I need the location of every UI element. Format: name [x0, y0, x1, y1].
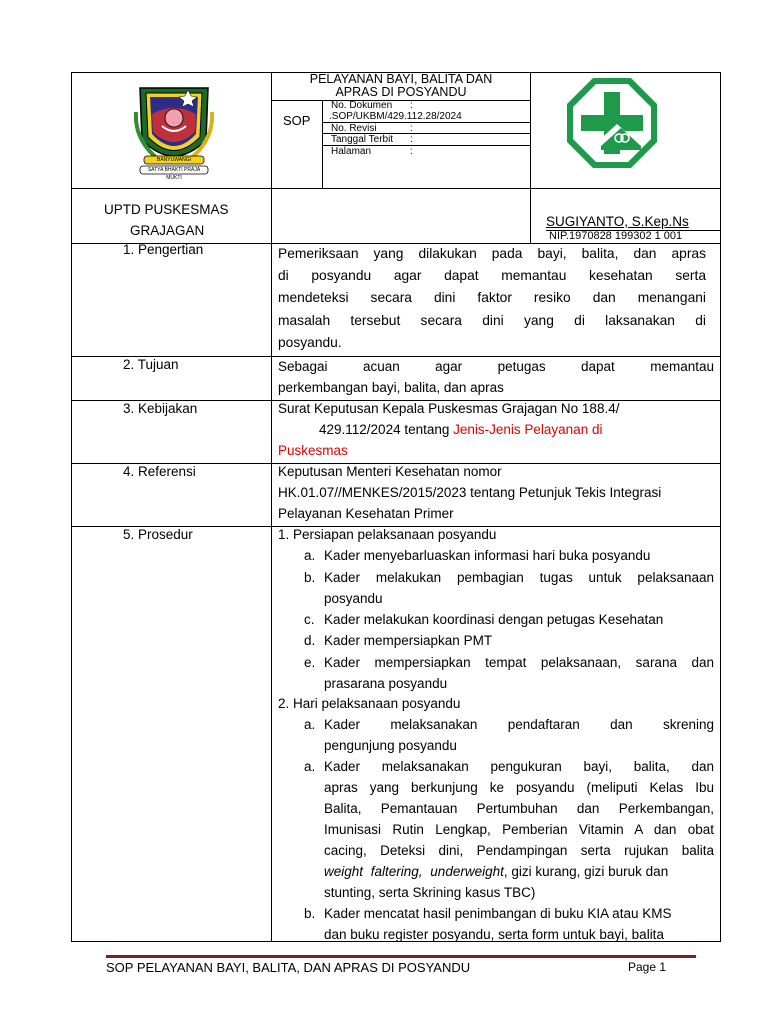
no-dokumen-label: No. Dokumen [331, 100, 393, 111]
no-dokumen-value: .SOP/UKBM/429.112.28/2024 [329, 111, 462, 122]
section-label-pengertian: 1. Pengertian [123, 242, 204, 257]
no-dokumen-colon: : [410, 100, 413, 111]
no-revisi-colon: : [410, 123, 413, 134]
org-name-line1: UPTD PUSKESMAS [104, 202, 229, 217]
regency-emblem-icon [132, 82, 216, 181]
referensi-line3: Pelayanan Kesehatan Primer [278, 506, 454, 521]
referensi-line2: HK.01.07//MENKES/2015/2023 tentang Petunjuk Tekis Integrasi [278, 485, 662, 500]
emblem-banner: BANYUWANGI [157, 157, 191, 163]
prosedur-step2: 2. Hari pelaksanaan posyandu [278, 696, 461, 711]
kebijakan-line1: Surat Keputusan Kepala Puskesmas Grajagan No 188.4/ [278, 401, 620, 416]
footer-rule [106, 955, 696, 958]
section-label-prosedur: 5. Prosedur [123, 527, 193, 542]
italic-term: weight faltering, underweight [324, 864, 504, 879]
footer-page: Page 1 [628, 960, 667, 974]
org-name-line2: GRAJAGAN [130, 223, 205, 238]
no-revisi-label: No. Revisi [331, 123, 377, 134]
signer-nip: NIP.1970828 199302 1 001 [549, 230, 683, 242]
tujuan-line1: Sebagai acuan agar petugas dapat memantau [278, 359, 714, 374]
section-label-tujuan: 2. Tujuan [123, 357, 179, 372]
tanggal-terbit-colon: : [410, 134, 413, 145]
emblem-motto: SATYA BHAKTI PRAJA MUKTI [147, 167, 201, 181]
sop-title-line2: APRAS DI POSYANDU [335, 85, 467, 99]
footer-title: SOP PELAYANAN BAYI, BALITA, DAN APRAS DI POSYANDU [106, 960, 471, 975]
sop-label: SOP [283, 113, 311, 128]
referensi-line1: Keputusan Menteri Kesehatan nomor [278, 464, 502, 479]
section-label-kebijakan: 3. Kebijakan [123, 401, 198, 416]
tujuan-line2: perkembangan bayi, balita, dan apras [278, 380, 504, 395]
sop-title-line1: PELAYANAN BAYI, BALITA DAN [309, 72, 493, 86]
halaman-label: Halaman [331, 146, 372, 157]
prosedur-step1: 1. Persiapan pelaksanaan posyandu [278, 527, 497, 542]
tanggal-terbit-label: Tanggal Terbit [331, 134, 394, 145]
signer-name: SUGIYANTO, S.Kep.Ns [546, 214, 689, 229]
kebijakan-line2: 429.112/2024 tentang Jenis-Jenis Pelayanan di [319, 422, 603, 437]
kebijakan-line3: Puskesmas [278, 443, 348, 458]
halaman-colon: : [410, 146, 413, 157]
puskesmas-logo-icon [565, 76, 659, 170]
kebijakan-highlight: Jenis-Jenis Pelayanan di [453, 422, 603, 437]
section-label-referensi: 4. Referensi [123, 464, 196, 479]
